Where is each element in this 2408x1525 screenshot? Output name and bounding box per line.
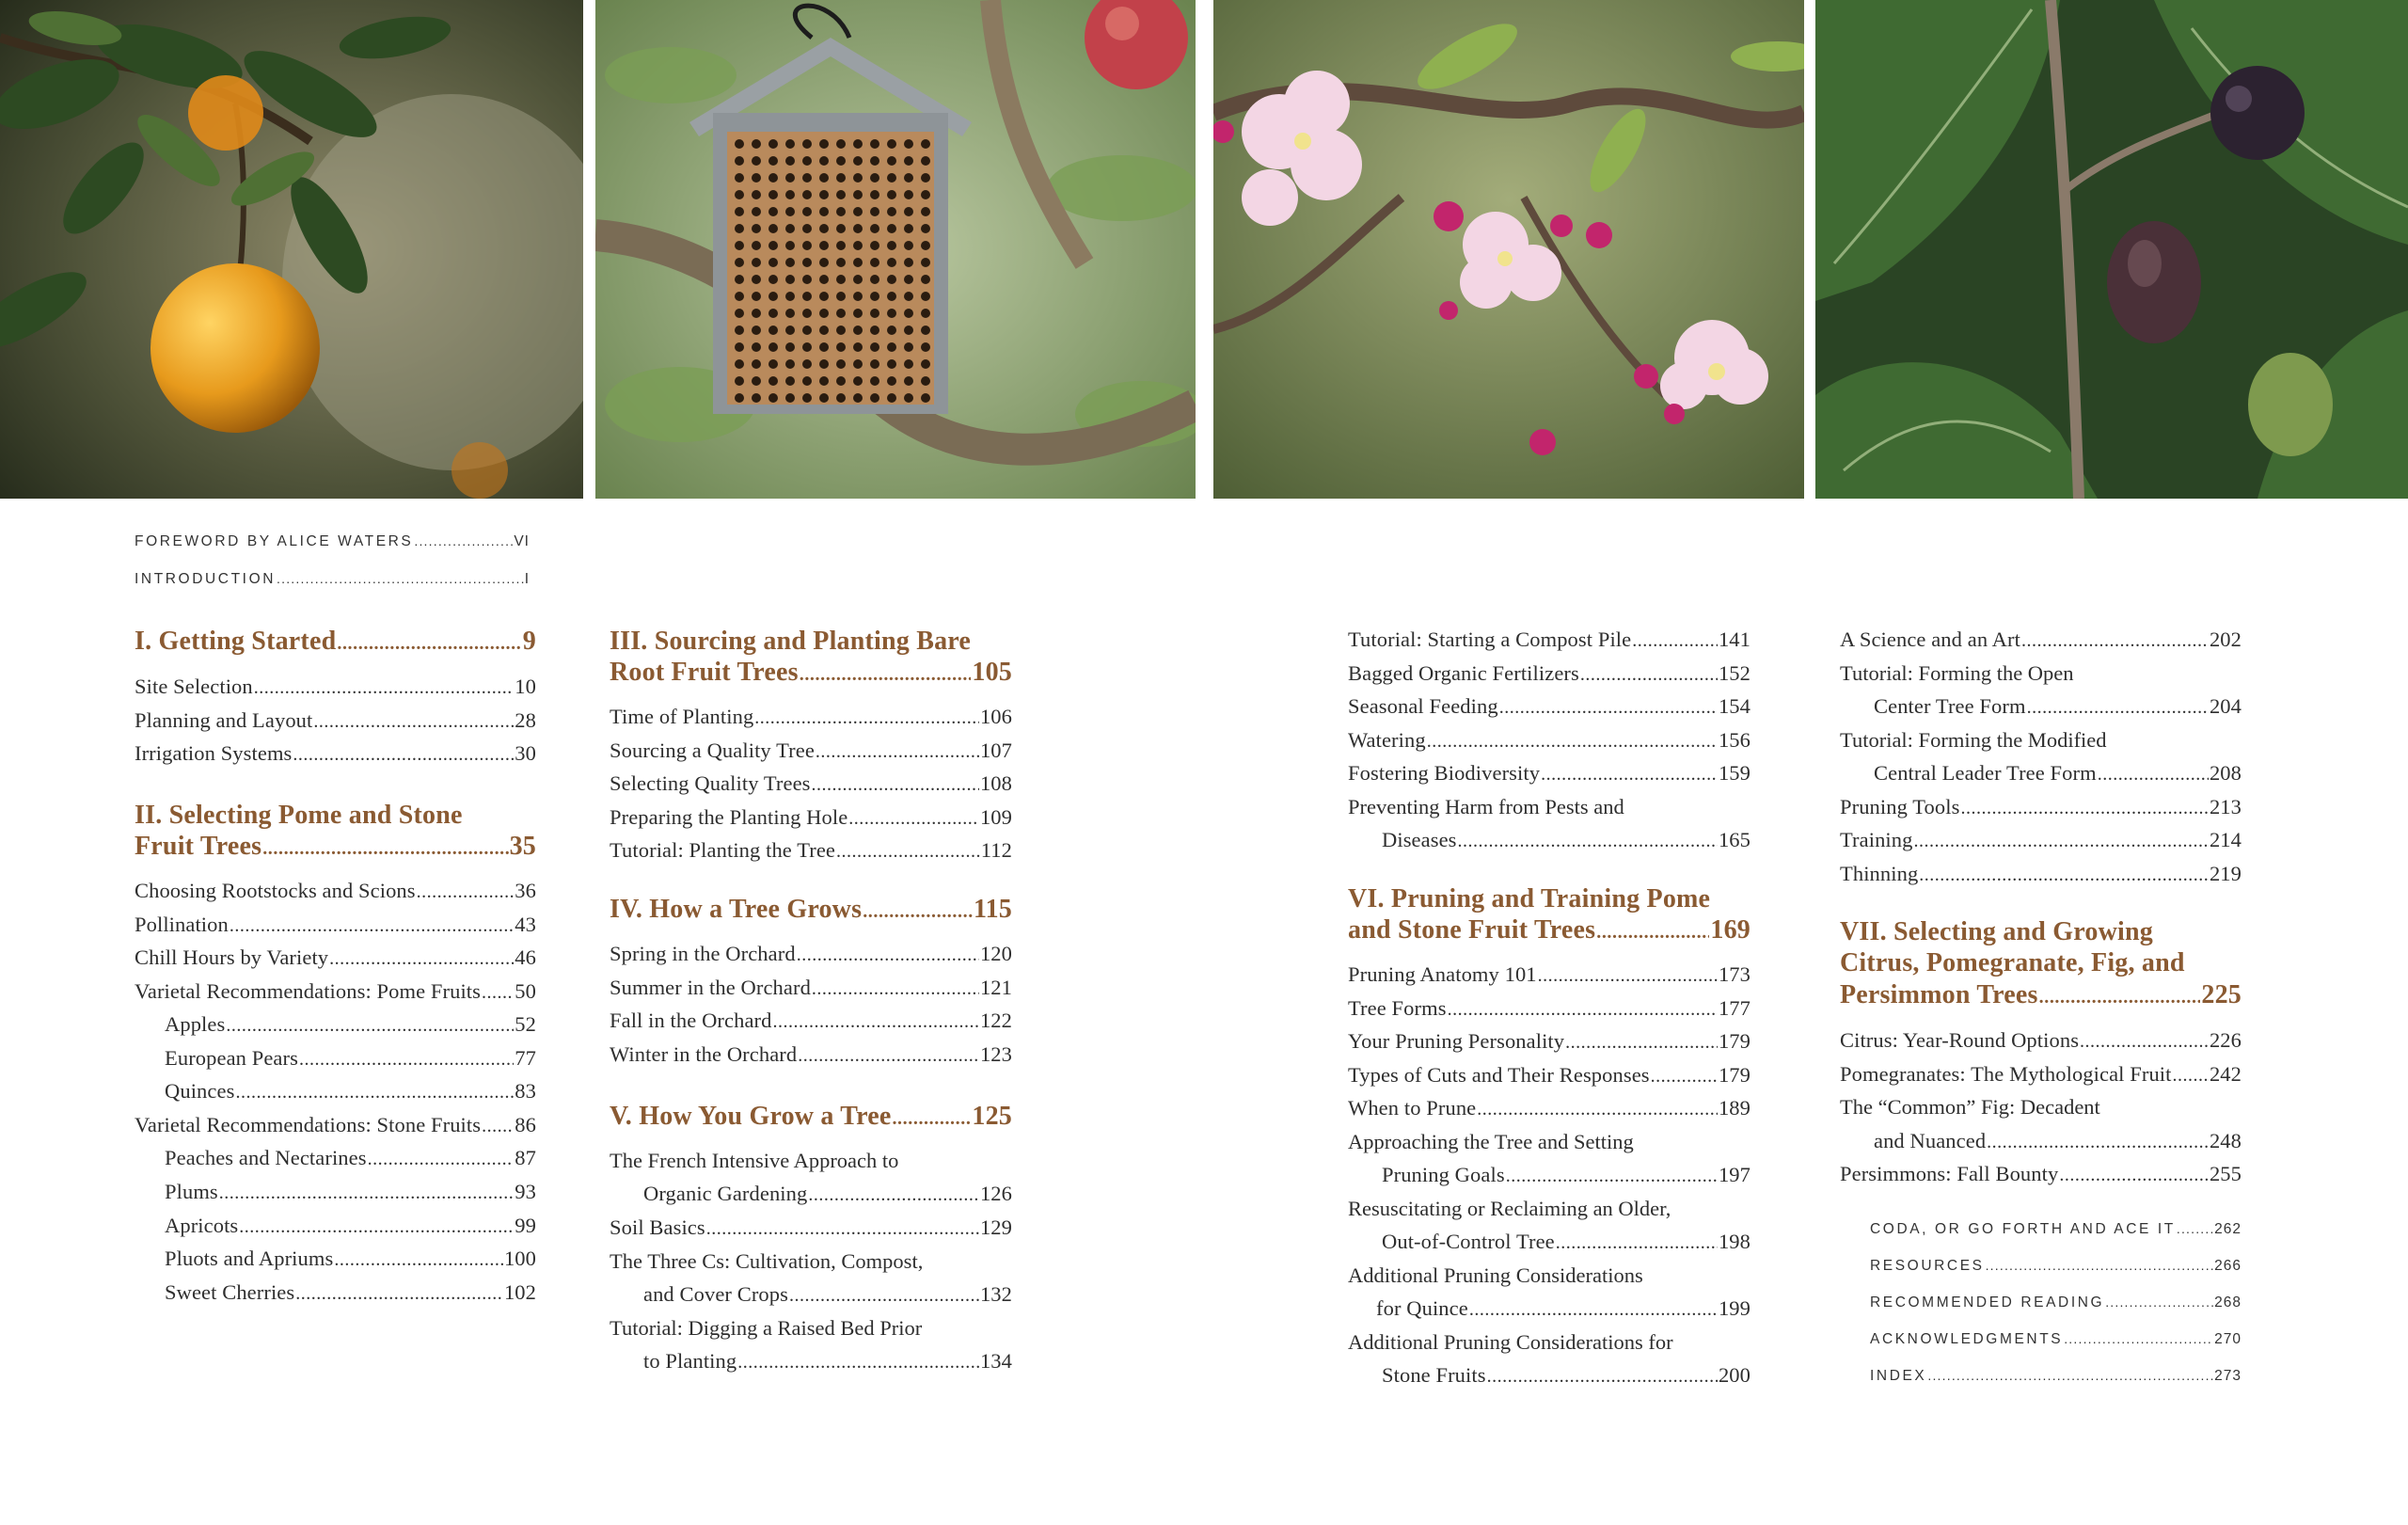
entry-title: Pluots and Apriums xyxy=(165,1247,334,1270)
entry-title: Root Fruit Trees xyxy=(610,658,799,687)
dot-leader xyxy=(2098,764,2209,786)
dot-leader xyxy=(226,1015,514,1037)
entry-title: ACKNOWLEDGMENTS xyxy=(1870,1331,2064,1347)
entry-title: Peaches and Nectarines xyxy=(165,1146,367,1169)
page-number: 226 xyxy=(2209,1028,2242,1052)
dot-leader xyxy=(295,1283,503,1305)
dot-leader xyxy=(368,1149,515,1170)
dot-leader xyxy=(2064,1331,2213,1346)
page-number: 77 xyxy=(515,1046,536,1070)
entry-title: Fostering Biodiversity xyxy=(1348,761,1541,785)
dot-leader xyxy=(2027,697,2209,719)
entry-title: Tutorial: Planting the Tree xyxy=(610,838,836,862)
page-number: VI xyxy=(514,533,530,549)
page-number: 108 xyxy=(979,771,1012,795)
toc-entry[interactable] xyxy=(1382,1230,1751,1254)
dot-leader xyxy=(800,664,972,686)
dot-leader xyxy=(293,744,514,766)
page-number: 46 xyxy=(515,945,536,969)
entry-title: for Quince xyxy=(1376,1296,1468,1320)
dot-leader xyxy=(1987,1132,2209,1153)
entry-title: Pruning Goals xyxy=(1382,1163,1505,1186)
dot-leader xyxy=(1538,965,1718,987)
entry-title: Varietal Recommendations: Pome Fruits xyxy=(135,979,482,1003)
dot-leader xyxy=(254,677,515,699)
toc-entry[interactable] xyxy=(135,979,536,1004)
page-number: 225 xyxy=(2201,980,2242,1009)
toc-entry[interactable] xyxy=(1840,828,2242,852)
toc-entry[interactable] xyxy=(1840,1028,2242,1053)
entry-title: Pollination xyxy=(135,913,229,936)
entry-title: I. Getting Started xyxy=(135,627,337,656)
toc-entry-line[interactable]: Resuscitating or Reclaiming an Older, xyxy=(1348,1197,1671,1220)
toc-entry[interactable] xyxy=(610,805,1012,830)
toc-entry[interactable] xyxy=(135,945,536,970)
page-number: 165 xyxy=(1718,828,1751,851)
page-number: 199 xyxy=(1718,1296,1751,1320)
dot-leader xyxy=(1651,1066,1718,1088)
dot-leader xyxy=(892,1108,971,1130)
toc-entry[interactable] xyxy=(1840,862,2242,886)
dot-leader xyxy=(2173,1065,2209,1087)
page-number: 173 xyxy=(1718,962,1751,986)
entry-title: Citrus: Year-Round Options xyxy=(1840,1028,2080,1052)
entry-title: Fruit Trees xyxy=(135,832,262,861)
chapter-heading[interactable] xyxy=(610,1102,1012,1132)
toc-entry-line[interactable]: Additional Pruning Considerations for xyxy=(1348,1330,1673,1354)
toc-entry[interactable] xyxy=(1382,828,1751,852)
page-number: 141 xyxy=(1718,627,1751,651)
toc-entry[interactable] xyxy=(135,675,536,699)
toc-entry[interactable] xyxy=(643,1349,1012,1374)
entry-title: Plums xyxy=(165,1180,218,1203)
dot-leader xyxy=(797,945,979,966)
dot-leader xyxy=(808,1184,979,1206)
toc-front-matter-foreword[interactable] xyxy=(135,533,530,550)
toc-entry[interactable] xyxy=(135,708,536,733)
toc-entry[interactable] xyxy=(1840,795,2242,819)
dot-leader xyxy=(230,915,514,937)
entry-title: Summer in the Orchard xyxy=(610,976,811,999)
toc-entry[interactable] xyxy=(135,741,536,766)
entry-title: and Nuanced xyxy=(1874,1129,1987,1152)
toc-back-matter[interactable] xyxy=(1870,1368,2242,1385)
page-number: 123 xyxy=(979,1042,1012,1066)
toc-entry[interactable] xyxy=(610,1009,1012,1033)
dot-leader xyxy=(329,948,514,970)
page-number: 156 xyxy=(1718,728,1751,752)
entry-title: Your Pruning Personality xyxy=(1348,1029,1565,1053)
page-number: 36 xyxy=(515,879,536,902)
entry-title: Apricots xyxy=(165,1214,239,1237)
toc-entry[interactable] xyxy=(643,1182,1012,1206)
chapter-heading-line[interactable]: III. Sourcing and Planting Bare xyxy=(610,627,972,656)
entry-title: Seasonal Feeding xyxy=(1348,694,1498,718)
toc-entry-line[interactable]: The “Common” Fig: Decadent xyxy=(1840,1095,2100,1119)
photo-apple-blossoms xyxy=(1213,0,1804,499)
entry-title: Chill Hours by Variety xyxy=(135,945,329,969)
toc-entry[interactable] xyxy=(1382,1363,1751,1388)
dot-leader xyxy=(812,774,979,796)
chapter-heading[interactable] xyxy=(135,832,536,862)
toc-entry-line[interactable]: Tutorial: Forming the Open xyxy=(1840,661,2074,685)
toc-subentry[interactable] xyxy=(165,1247,536,1271)
dot-leader xyxy=(2105,1295,2213,1310)
page-number: 100 xyxy=(503,1247,536,1270)
entry-title: INTRODUCTION xyxy=(135,571,277,587)
page-number: 270 xyxy=(2214,1331,2242,1347)
page-number: 125 xyxy=(972,1102,1012,1131)
toc-entry[interactable] xyxy=(610,976,1012,1000)
chapter-heading[interactable] xyxy=(135,627,536,657)
entry-title: When to Prune xyxy=(1348,1096,1477,1120)
toc-entry[interactable] xyxy=(1348,1096,1751,1120)
toc-entry[interactable] xyxy=(610,771,1012,796)
page-number: 198 xyxy=(1718,1230,1751,1253)
page-number: 102 xyxy=(503,1280,536,1304)
entry-title: Tutorial: Starting a Compost Pile xyxy=(1348,627,1632,651)
page-number: 126 xyxy=(979,1182,1012,1205)
entry-title: Sourcing a Quality Tree xyxy=(610,739,815,762)
page-number: 134 xyxy=(979,1349,1012,1373)
page-number: 204 xyxy=(2209,694,2242,718)
entry-title: Persimmons: Fall Bounty xyxy=(1840,1162,2059,1185)
entry-title: Pruning Tools xyxy=(1840,795,1960,818)
entry-title: Central Leader Tree Form xyxy=(1874,761,2097,785)
entry-title: Tree Forms xyxy=(1348,996,1447,1020)
entry-title: Winter in the Orchard xyxy=(610,1042,798,1066)
entry-title: Pruning Anatomy 101 xyxy=(1348,962,1537,986)
dot-leader xyxy=(863,901,973,923)
toc-entry[interactable] xyxy=(1874,694,2242,719)
entry-title: CODA, OR GO FORTH AND ACE IT xyxy=(1870,1221,2176,1237)
page-number: 154 xyxy=(1718,694,1751,718)
dot-leader xyxy=(1556,1232,1718,1254)
page-number: 197 xyxy=(1718,1163,1751,1186)
dot-leader xyxy=(1565,1032,1718,1054)
toc-entry[interactable] xyxy=(135,879,536,903)
page-number: 122 xyxy=(979,1009,1012,1032)
entry-title: Varietal Recommendations: Stone Fruits xyxy=(135,1113,482,1136)
dot-leader xyxy=(277,571,524,586)
toc-subentry[interactable] xyxy=(165,1280,536,1305)
page-number: 152 xyxy=(1718,661,1751,685)
entry-title: V. How You Grow a Tree xyxy=(610,1102,892,1131)
toc-entry[interactable] xyxy=(1382,1163,1751,1187)
dot-leader xyxy=(737,1352,979,1374)
page-number: 35 xyxy=(509,832,536,861)
dot-leader xyxy=(414,533,513,548)
entry-title: RECOMMENDED READING xyxy=(1870,1295,2105,1311)
chapter-heading-line[interactable]: VII. Selecting and Growing xyxy=(1840,917,2153,946)
dot-leader xyxy=(1986,1258,2214,1273)
page-number: 112 xyxy=(980,838,1012,862)
page-number: 109 xyxy=(979,805,1012,829)
toc-entry[interactable] xyxy=(610,1215,1012,1240)
dot-leader xyxy=(262,838,508,860)
page-number: 93 xyxy=(515,1180,536,1203)
toc-back-matter[interactable] xyxy=(1870,1331,2242,1348)
dot-leader xyxy=(2039,987,2201,1009)
toc-entry[interactable] xyxy=(1376,1296,1751,1321)
dot-leader xyxy=(1960,798,2208,819)
toc-entry[interactable] xyxy=(610,838,1012,863)
dot-leader xyxy=(1927,1368,2213,1383)
entry-title: Quinces xyxy=(165,1079,235,1103)
toc-entry[interactable] xyxy=(1840,1162,2242,1186)
dot-leader xyxy=(219,1183,515,1204)
entry-title: Bagged Organic Fertilizers xyxy=(1348,661,1579,685)
dot-leader xyxy=(754,707,979,729)
dot-leader xyxy=(1477,1099,1718,1120)
entry-title: to Planting xyxy=(643,1349,737,1373)
entry-title: RESOURCES xyxy=(1870,1258,1985,1274)
dot-leader xyxy=(789,1285,979,1307)
entry-title: Soil Basics xyxy=(610,1215,705,1239)
toc-entry[interactable] xyxy=(1348,996,1751,1021)
dot-leader xyxy=(482,1116,514,1137)
page-number: 179 xyxy=(1718,1063,1751,1087)
dot-leader xyxy=(1427,731,1718,753)
dot-leader xyxy=(1914,831,2209,852)
toc-subentry[interactable] xyxy=(165,1012,536,1037)
chapter-heading-line[interactable]: VI. Pruning and Training Pome xyxy=(1348,884,1711,913)
entry-title: and Cover Crops xyxy=(643,1282,788,1306)
dot-leader xyxy=(2080,1031,2209,1053)
entry-title: A Science and an Art xyxy=(1840,627,2020,651)
page-number: 43 xyxy=(515,913,536,936)
dot-leader xyxy=(1448,999,1718,1021)
page-number: 213 xyxy=(2209,795,2242,818)
page-number: 10 xyxy=(515,675,536,698)
chapter-heading[interactable] xyxy=(610,658,1012,688)
page-number: 268 xyxy=(2214,1295,2242,1311)
dot-leader xyxy=(2177,1221,2213,1236)
toc-entry[interactable] xyxy=(1348,694,1751,719)
toc-entry-line[interactable]: Preventing Harm from Pests and xyxy=(1348,795,1624,818)
toc-subentry[interactable] xyxy=(165,1046,536,1071)
entry-title: Training xyxy=(1840,828,1913,851)
entry-title: Types of Cuts and Their Responses xyxy=(1348,1063,1650,1087)
toc-entry[interactable] xyxy=(1840,1062,2242,1087)
dot-leader xyxy=(417,882,515,903)
dot-leader xyxy=(482,982,514,1004)
toc-entry[interactable] xyxy=(1840,627,2242,652)
dot-leader xyxy=(1596,922,1709,944)
page-number: 273 xyxy=(2214,1368,2242,1384)
toc-subentry[interactable] xyxy=(165,1146,536,1170)
dot-leader xyxy=(706,1218,979,1240)
chapter-heading-line[interactable]: II. Selecting Pome and Stone xyxy=(135,801,463,830)
page-number: 87 xyxy=(515,1146,536,1169)
chapter-heading[interactable] xyxy=(610,895,1012,925)
dot-leader xyxy=(812,978,979,1000)
entry-title: Out-of-Control Tree xyxy=(1382,1230,1555,1253)
toc-subentry[interactable] xyxy=(165,1079,536,1104)
toc-entry[interactable] xyxy=(1874,761,2242,786)
page-number: 106 xyxy=(979,705,1012,728)
entry-title: Center Tree Form xyxy=(1874,694,2026,718)
page-number: 202 xyxy=(2209,627,2242,651)
toc-entry-line[interactable]: Tutorial: Forming the Modified xyxy=(1840,728,2107,752)
dot-leader xyxy=(239,1216,514,1238)
toc-entry[interactable] xyxy=(1348,627,1751,652)
dot-leader xyxy=(1499,697,1718,719)
page-number: 200 xyxy=(1718,1363,1751,1387)
toc-back-matter[interactable] xyxy=(1870,1258,2242,1275)
entry-title: Persimmon Trees xyxy=(1840,980,2038,1009)
dot-leader xyxy=(1487,1366,1718,1388)
page-number: 28 xyxy=(515,708,536,732)
page-number: 115 xyxy=(973,895,1012,924)
toc-entry[interactable] xyxy=(1874,1129,2242,1153)
page-number: 214 xyxy=(2209,828,2242,851)
dot-leader xyxy=(1541,764,1718,786)
toc-back-matter[interactable] xyxy=(1870,1221,2242,1238)
toc-entry-line[interactable]: The French Intensive Approach to xyxy=(610,1149,899,1172)
entry-title: FOREWORD BY ALICE WATERS xyxy=(135,533,414,549)
entry-title: Sweet Cherries xyxy=(165,1280,295,1304)
chapter-heading-line[interactable]: Citrus, Pomegranate, Fig, and xyxy=(1840,948,2185,977)
entry-title: Watering xyxy=(1348,728,1426,752)
chapter-heading[interactable] xyxy=(1840,980,2242,1010)
toc-subentry[interactable] xyxy=(165,1214,536,1238)
chapter-heading[interactable] xyxy=(1348,915,1751,945)
page-number: 262 xyxy=(2214,1221,2242,1237)
toc-entry[interactable] xyxy=(1348,661,1751,686)
entry-title: Apples xyxy=(165,1012,226,1036)
page-number: 248 xyxy=(2209,1129,2242,1152)
entry-title: Thinning xyxy=(1840,862,1919,885)
entry-title: Fall in the Orchard xyxy=(610,1009,772,1032)
dot-leader xyxy=(2021,630,2209,652)
entry-title: Stone Fruits xyxy=(1382,1363,1486,1387)
page-number: 86 xyxy=(515,1113,536,1136)
toc-entry[interactable] xyxy=(643,1282,1012,1307)
toc-entry[interactable] xyxy=(135,1113,536,1137)
entry-title: Time of Planting xyxy=(610,705,754,728)
page-number: 9 xyxy=(522,627,536,656)
dot-leader xyxy=(1469,1299,1718,1321)
page-number: 105 xyxy=(972,658,1012,687)
entry-title: European Pears xyxy=(165,1046,298,1070)
entry-title: and Stone Fruit Trees xyxy=(1348,915,1596,945)
page-number: 266 xyxy=(2214,1258,2242,1274)
toc-entry[interactable] xyxy=(610,1042,1012,1067)
page-number: 52 xyxy=(515,1012,536,1036)
toc-entry[interactable] xyxy=(1348,761,1751,786)
photo-figs xyxy=(1815,0,2408,499)
entry-title: Diseases xyxy=(1382,828,1457,851)
toc-back-matter[interactable] xyxy=(1870,1295,2242,1311)
photo-bee-house xyxy=(595,0,1196,499)
entry-title: Irrigation Systems xyxy=(135,741,293,765)
toc-entry[interactable] xyxy=(1348,1063,1751,1088)
page-number: 129 xyxy=(979,1215,1012,1239)
dot-leader xyxy=(2059,1165,2209,1186)
toc-entry-line[interactable]: Tutorial: Digging a Raised Bed Prior xyxy=(610,1316,923,1340)
page-number: 121 xyxy=(979,976,1012,999)
dot-leader xyxy=(235,1082,514,1104)
page-number: 30 xyxy=(515,741,536,765)
dot-leader xyxy=(1458,831,1718,852)
toc-entry[interactable] xyxy=(610,942,1012,966)
page-number: 255 xyxy=(2209,1162,2242,1185)
page-number: 177 xyxy=(1718,996,1751,1020)
dot-leader xyxy=(313,711,514,733)
page-number: 107 xyxy=(979,739,1012,762)
entry-title: Choosing Rootstocks and Scions xyxy=(135,879,416,902)
page-number: 99 xyxy=(515,1214,536,1237)
page-number: 50 xyxy=(515,979,536,1003)
page-number: 120 xyxy=(979,942,1012,965)
page-number: 132 xyxy=(979,1282,1012,1306)
page-number: 169 xyxy=(1710,915,1751,945)
dot-leader xyxy=(772,1011,978,1033)
toc-entry[interactable] xyxy=(1348,728,1751,753)
page-number: 179 xyxy=(1718,1029,1751,1053)
page-number: 219 xyxy=(2209,862,2242,885)
page-number: I xyxy=(524,571,530,587)
entry-title: Selecting Quality Trees xyxy=(610,771,811,795)
page-number: 159 xyxy=(1718,761,1751,785)
dot-leader xyxy=(1919,865,2209,886)
toc-entry[interactable] xyxy=(1348,1029,1751,1054)
toc-entry[interactable] xyxy=(610,705,1012,729)
toc-entry[interactable] xyxy=(1348,962,1751,987)
dot-leader xyxy=(848,808,979,830)
dot-leader xyxy=(337,633,521,655)
dot-leader xyxy=(1580,664,1718,686)
toc-front-matter-introduction[interactable] xyxy=(135,571,530,588)
dot-leader xyxy=(816,741,979,763)
toc-subentry[interactable] xyxy=(165,1180,536,1204)
dot-leader xyxy=(299,1049,514,1071)
toc-entry-line[interactable]: Approaching the Tree and Setting xyxy=(1348,1130,1634,1153)
page-number: 189 xyxy=(1718,1096,1751,1120)
page-number: 242 xyxy=(2209,1062,2242,1086)
entry-title: Site Selection xyxy=(135,675,253,698)
entry-title: Preparing the Planting Hole xyxy=(610,805,848,829)
entry-title: Spring in the Orchard xyxy=(610,942,796,965)
dot-leader xyxy=(1506,1166,1718,1187)
toc-entry-line[interactable]: The Three Cs: Cultivation, Compost, xyxy=(610,1249,924,1273)
page-number: 83 xyxy=(515,1079,536,1103)
entry-title: Planning and Layout xyxy=(135,708,313,732)
toc-entry[interactable] xyxy=(135,913,536,937)
toc-entry-line[interactable]: Additional Pruning Considerations xyxy=(1348,1263,1643,1287)
entry-title: IV. How a Tree Grows xyxy=(610,895,863,924)
entry-title: INDEX xyxy=(1870,1368,1927,1384)
dot-leader xyxy=(798,1045,979,1067)
toc-entry[interactable] xyxy=(610,739,1012,763)
page-number: 208 xyxy=(2209,761,2242,785)
entry-title: Organic Gardening xyxy=(643,1182,808,1205)
dot-leader xyxy=(1632,630,1718,652)
dot-leader xyxy=(836,841,980,863)
entry-title: Pomegranates: The Mythological Fruit xyxy=(1840,1062,2172,1086)
dot-leader xyxy=(334,1249,503,1271)
photo-orange-tree xyxy=(0,0,583,499)
